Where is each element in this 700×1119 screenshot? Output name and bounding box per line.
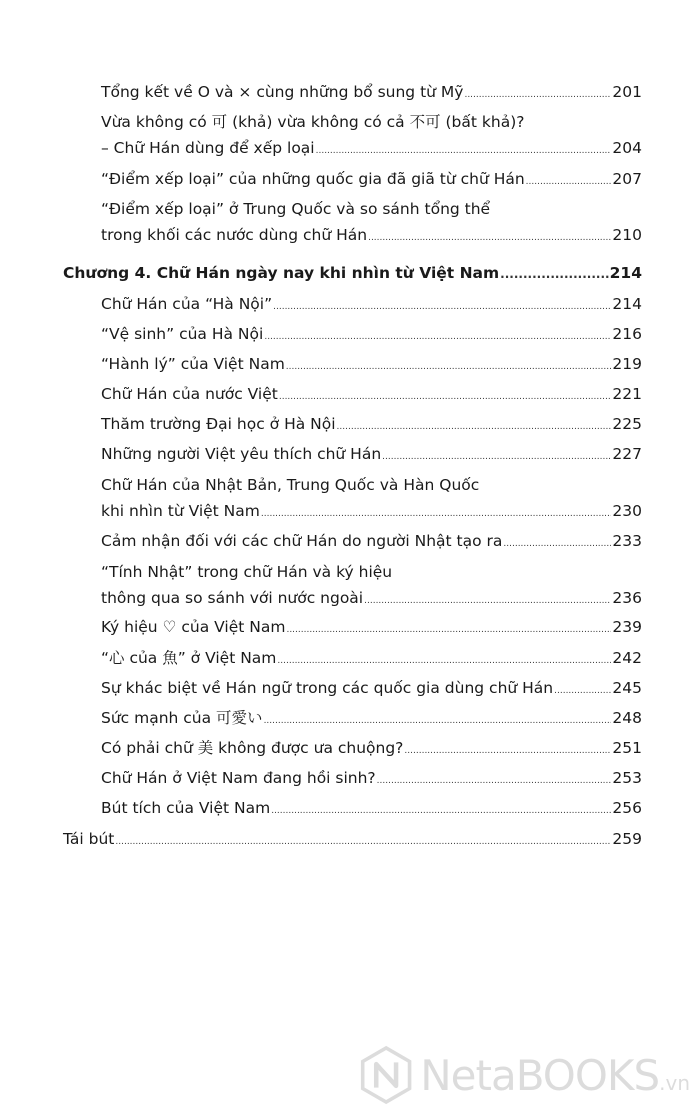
toc-leader-dots bbox=[264, 708, 612, 734]
toc-entry-line bbox=[0, 321, 642, 350]
toc-entry-line bbox=[0, 826, 642, 855]
toc-leader-dots bbox=[337, 414, 612, 440]
toc-entry bbox=[0, 645, 700, 674]
toc-entry-line bbox=[0, 559, 700, 585]
toc-entry-title: Chữ Hán ở Việt Nam đang hồi sinh? bbox=[101, 769, 376, 787]
toc-entry-title: thông qua so sánh với nước ngoài bbox=[101, 589, 364, 607]
toc-page-number: 216 bbox=[612, 325, 642, 343]
toc-entry-title: Bút tích của Việt Nam bbox=[101, 799, 271, 817]
toc-entry-line bbox=[0, 528, 642, 557]
toc-entry bbox=[0, 614, 700, 643]
toc-entry-title: – Chữ Hán dùng để xếp loại bbox=[101, 139, 315, 157]
toc-page-number: 230 bbox=[612, 502, 642, 520]
toc-entry bbox=[0, 166, 700, 195]
toc-leader-dots bbox=[377, 768, 612, 794]
toc-entry-line bbox=[0, 196, 700, 222]
toc-page-number: 233 bbox=[612, 532, 642, 550]
toc-entry bbox=[0, 260, 700, 287]
toc-entry-line bbox=[0, 585, 642, 614]
toc-entry-line bbox=[0, 645, 642, 674]
toc-entry-title: Chữ Hán của “Hà Nội” bbox=[101, 295, 273, 313]
toc-entry-title: Chữ Hán của Nhật Bản, Trung Quốc và Hàn Quốc bbox=[101, 476, 480, 494]
toc-leader-dots bbox=[261, 501, 612, 527]
toc-entry-line bbox=[0, 765, 642, 794]
toc-entry bbox=[0, 411, 700, 440]
toc-page-number: 236 bbox=[612, 589, 642, 607]
toc-entry bbox=[0, 735, 700, 764]
toc-entry-title: “Điểm xếp loại” ở Trung Quốc và so sánh tổng thể bbox=[101, 200, 491, 218]
toc-entry-title: Ký hiệu ♡ của Việt Nam bbox=[101, 618, 286, 636]
toc-page-number: 253 bbox=[612, 769, 642, 787]
toc-entry bbox=[0, 196, 700, 251]
toc-entry-line bbox=[0, 675, 642, 704]
watermark-brand: NetaBOOKS bbox=[420, 1050, 660, 1100]
toc-leader-dots bbox=[464, 82, 611, 108]
toc-leader-dots bbox=[368, 225, 611, 251]
toc-entry-line bbox=[0, 441, 642, 470]
toc-page-number: 201 bbox=[612, 83, 642, 101]
toc-entry-line bbox=[0, 735, 642, 764]
toc-entry-title: trong khối các nước dùng chữ Hán bbox=[101, 226, 368, 244]
toc-page-number: 256 bbox=[612, 799, 642, 817]
toc-leader-dots bbox=[382, 444, 611, 470]
toc-page-number: 248 bbox=[612, 709, 642, 727]
toc-entry bbox=[0, 109, 700, 164]
toc-page-number: 242 bbox=[612, 649, 642, 667]
toc-leader-dots bbox=[503, 531, 611, 557]
toc-entry-title: Cảm nhận đối với các chữ Hán do người Nhật tạo ra bbox=[101, 532, 503, 550]
toc-entry-title: “Tính Nhật” trong chữ Hán và ký hiệu bbox=[101, 563, 393, 581]
toc-entry-line bbox=[0, 222, 642, 251]
watermark-suffix: .vn bbox=[659, 1070, 690, 1095]
toc-entry bbox=[0, 79, 700, 108]
toc-entry-title: “Vệ sinh” của Hà Nội bbox=[101, 325, 264, 343]
toc-entry-title: “Hành lý” của Việt Nam bbox=[101, 355, 285, 373]
toc-leader-dots bbox=[277, 648, 611, 674]
toc-entry bbox=[0, 559, 700, 614]
toc-entry-line bbox=[0, 411, 642, 440]
toc-entry-line bbox=[0, 381, 642, 410]
toc-page-number: 239 bbox=[612, 618, 642, 636]
watermark-text bbox=[420, 1051, 690, 1100]
toc-entry-line bbox=[0, 260, 642, 287]
toc-page-number: 251 bbox=[612, 739, 642, 757]
toc-page-number: 207 bbox=[612, 170, 642, 188]
toc-entry-title: Những người Việt yêu thích chữ Hán bbox=[101, 445, 382, 463]
toc-entry-line bbox=[0, 498, 642, 527]
toc-entry-line bbox=[0, 351, 642, 380]
toc-entry-title: “Điểm xếp loại” của những quốc gia đã giã từ chữ Hán bbox=[101, 170, 525, 188]
toc-entry-line bbox=[0, 166, 642, 195]
toc-entry-title: Vừa không có 可 (khả) vừa không có cả 不可 (bất khả)? bbox=[101, 113, 525, 131]
toc-entry-title: Tái bút bbox=[63, 830, 115, 848]
toc-entry bbox=[0, 795, 700, 824]
netabooks-logo-icon bbox=[360, 1043, 412, 1107]
toc-entry-line bbox=[0, 472, 700, 498]
toc-page-number: 219 bbox=[612, 355, 642, 373]
toc-entry-line bbox=[0, 291, 642, 320]
toc-entry-title: Sức mạnh của 可愛い bbox=[101, 709, 263, 727]
toc-entry-line bbox=[0, 614, 642, 643]
toc-entry-line bbox=[0, 795, 642, 824]
toc-entry-title: khi nhìn từ Việt Nam bbox=[101, 502, 260, 520]
toc-entry bbox=[0, 291, 700, 320]
toc-entry-title: Thăm trường Đại học ở Hà Nội bbox=[101, 415, 336, 433]
toc-entry bbox=[0, 351, 700, 380]
toc-entry-title: Có phải chữ 美 không được ưa chuộng? bbox=[101, 739, 404, 757]
toc-entry bbox=[0, 765, 700, 794]
toc-entry-title: Sự khác biệt về Hán ngữ trong các quốc gia dùng chữ Hán bbox=[101, 679, 554, 697]
toc-leader-dots bbox=[554, 678, 611, 704]
toc-entry-line bbox=[0, 705, 642, 734]
toc-leader-dots bbox=[273, 294, 611, 320]
toc-page-number: 225 bbox=[612, 415, 642, 433]
toc-entry-title: Tổng kết về O và × cùng những bổ sung từ Mỹ bbox=[101, 83, 464, 101]
toc-leader-dots bbox=[271, 798, 611, 824]
toc-leader-dots bbox=[115, 829, 611, 855]
toc-page-number: 227 bbox=[612, 445, 642, 463]
toc-leader-dots bbox=[404, 738, 611, 764]
toc-leader-dots bbox=[264, 324, 611, 350]
netabooks-watermark bbox=[360, 1040, 690, 1110]
toc-entry-line bbox=[0, 135, 642, 164]
toc-entry bbox=[0, 472, 700, 527]
toc-page-number: 259 bbox=[612, 830, 642, 848]
toc-entry bbox=[0, 826, 700, 855]
toc-entry bbox=[0, 381, 700, 410]
toc-entry-line bbox=[0, 79, 642, 108]
toc-leader-dots bbox=[364, 588, 611, 614]
toc-page-number: 245 bbox=[612, 679, 642, 697]
toc-entry-title: Chữ Hán của nước Việt bbox=[101, 385, 278, 403]
toc-page-number: 214 bbox=[612, 295, 642, 313]
toc-leader-dots bbox=[500, 261, 608, 287]
toc-page-number: 221 bbox=[612, 385, 642, 403]
toc-leader-dots bbox=[526, 169, 612, 195]
toc-entry bbox=[0, 321, 700, 350]
toc-entry bbox=[0, 675, 700, 704]
toc-leader-dots bbox=[286, 354, 612, 380]
toc-page-number: 214 bbox=[609, 264, 642, 282]
toc-leader-dots bbox=[316, 138, 612, 164]
toc-leader-dots bbox=[279, 384, 612, 410]
toc-entry-line bbox=[0, 109, 700, 135]
toc-entry bbox=[0, 705, 700, 734]
toc-page-number: 210 bbox=[612, 226, 642, 244]
toc-leader-dots bbox=[286, 617, 611, 643]
toc-entry-title: Chương 4. Chữ Hán ngày nay khi nhìn từ Việt Nam bbox=[63, 264, 500, 282]
toc-entry bbox=[0, 441, 700, 470]
toc-entry-title: “心 của 魚” ở Việt Nam bbox=[101, 649, 277, 667]
toc-entry bbox=[0, 528, 700, 557]
toc-page-number: 204 bbox=[612, 139, 642, 157]
